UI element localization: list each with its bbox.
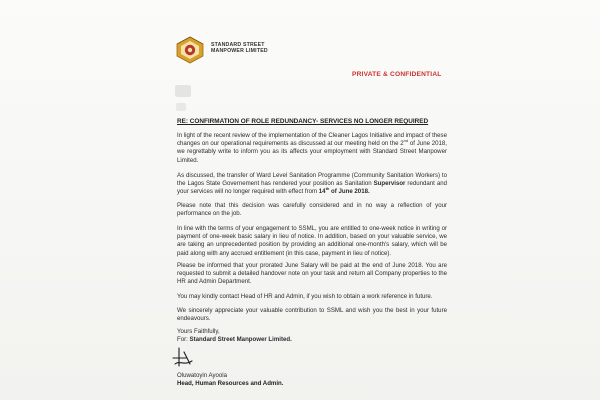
paragraph-5: Please be informed that your prorated June Salary will be paid at the end of June 2018. You are requested to submit a detailed handover note on your task and return all Company properties to the HR and Admin Department. [177, 262, 447, 286]
paragraph-2 [177, 172, 447, 197]
paragraph-2-date-ordinal: th [325, 186, 330, 192]
signer-name: Oluwatoyin Ayoola [177, 372, 228, 379]
paragraph-2-text-a: As discussed, the transfer of Ward Level Sanitation Programme (Community Sanitation Workers) to the Lagos State Governement has rendered your position as Sanitation [177, 172, 447, 188]
paragraph-7: We sincerely appreciate your valuable contribution to SSML and wish you the best in your future endeavours. [177, 307, 447, 323]
company-name [211, 42, 281, 55]
closing-for-prefix: For: [177, 336, 190, 343]
paragraph-1 [177, 132, 447, 165]
paragraph-3: Please note that this decision was carefully considered and in no way a reflection of your performance on the job. [177, 202, 447, 218]
subject-line: RE: CONFIRMATION OF ROLE REDUNDANCY- SERVICES NO LONGER REQUIRED [177, 118, 429, 125]
paragraph-4: In line with the terms of your engagement to SSML, you are entitled to one-week notice in writing or payment of one-week basic salary in lieu of notice. In addition, based on your valuable service, we are taking an unprecedented position by providing an additional one-month's salary, which will be paid along with any accrued entitlement (in this case, payment in lieu of notice). [177, 225, 447, 257]
closing-for-line [177, 336, 447, 344]
company-name-line2: MANPOWER LIMITED [211, 48, 268, 55]
paragraph-1-text-a: In light of the recent review of the implementation of the Cleaner Lagos Initiative and impact of these changes on our operational requirements as discussed at our meeting held on the 2 [177, 132, 447, 148]
paragraph-1-text-b: of June 2018, we regrettably write to inform you as its affects your employment with Standard Street Manpower Limited. [177, 140, 447, 164]
paragraph-1-ordinal: nd [403, 138, 409, 144]
confidential-label: PRIVATE & CONFIDENTIAL [352, 71, 442, 78]
paragraph-6: You may kindly contact Head of HR and Admin, if you wish to obtain a work reference in future. [177, 293, 433, 300]
paragraph-2-role: Supervisor [373, 180, 406, 188]
signer-title: Head, Human Resources and Admin. [177, 380, 284, 387]
redacted-address [175, 85, 191, 97]
company-logo-icon [173, 35, 207, 65]
closing-salutation: Yours Faithfully, [177, 328, 220, 335]
company-name-line1: STANDARD STREET [211, 42, 265, 48]
closing-for-company: Standard Street Manpower Limited. [189, 336, 292, 343]
paragraph-2-date [319, 188, 370, 195]
handwritten-signature [170, 344, 198, 368]
redacted-address-line [176, 103, 186, 111]
paragraph-2-text-b: redundant and your services will no longer required with effect from [177, 180, 447, 196]
paragraph-2-date-rest: of June 2018. [329, 188, 370, 196]
paragraph-2-date-day: 14 [318, 188, 326, 196]
